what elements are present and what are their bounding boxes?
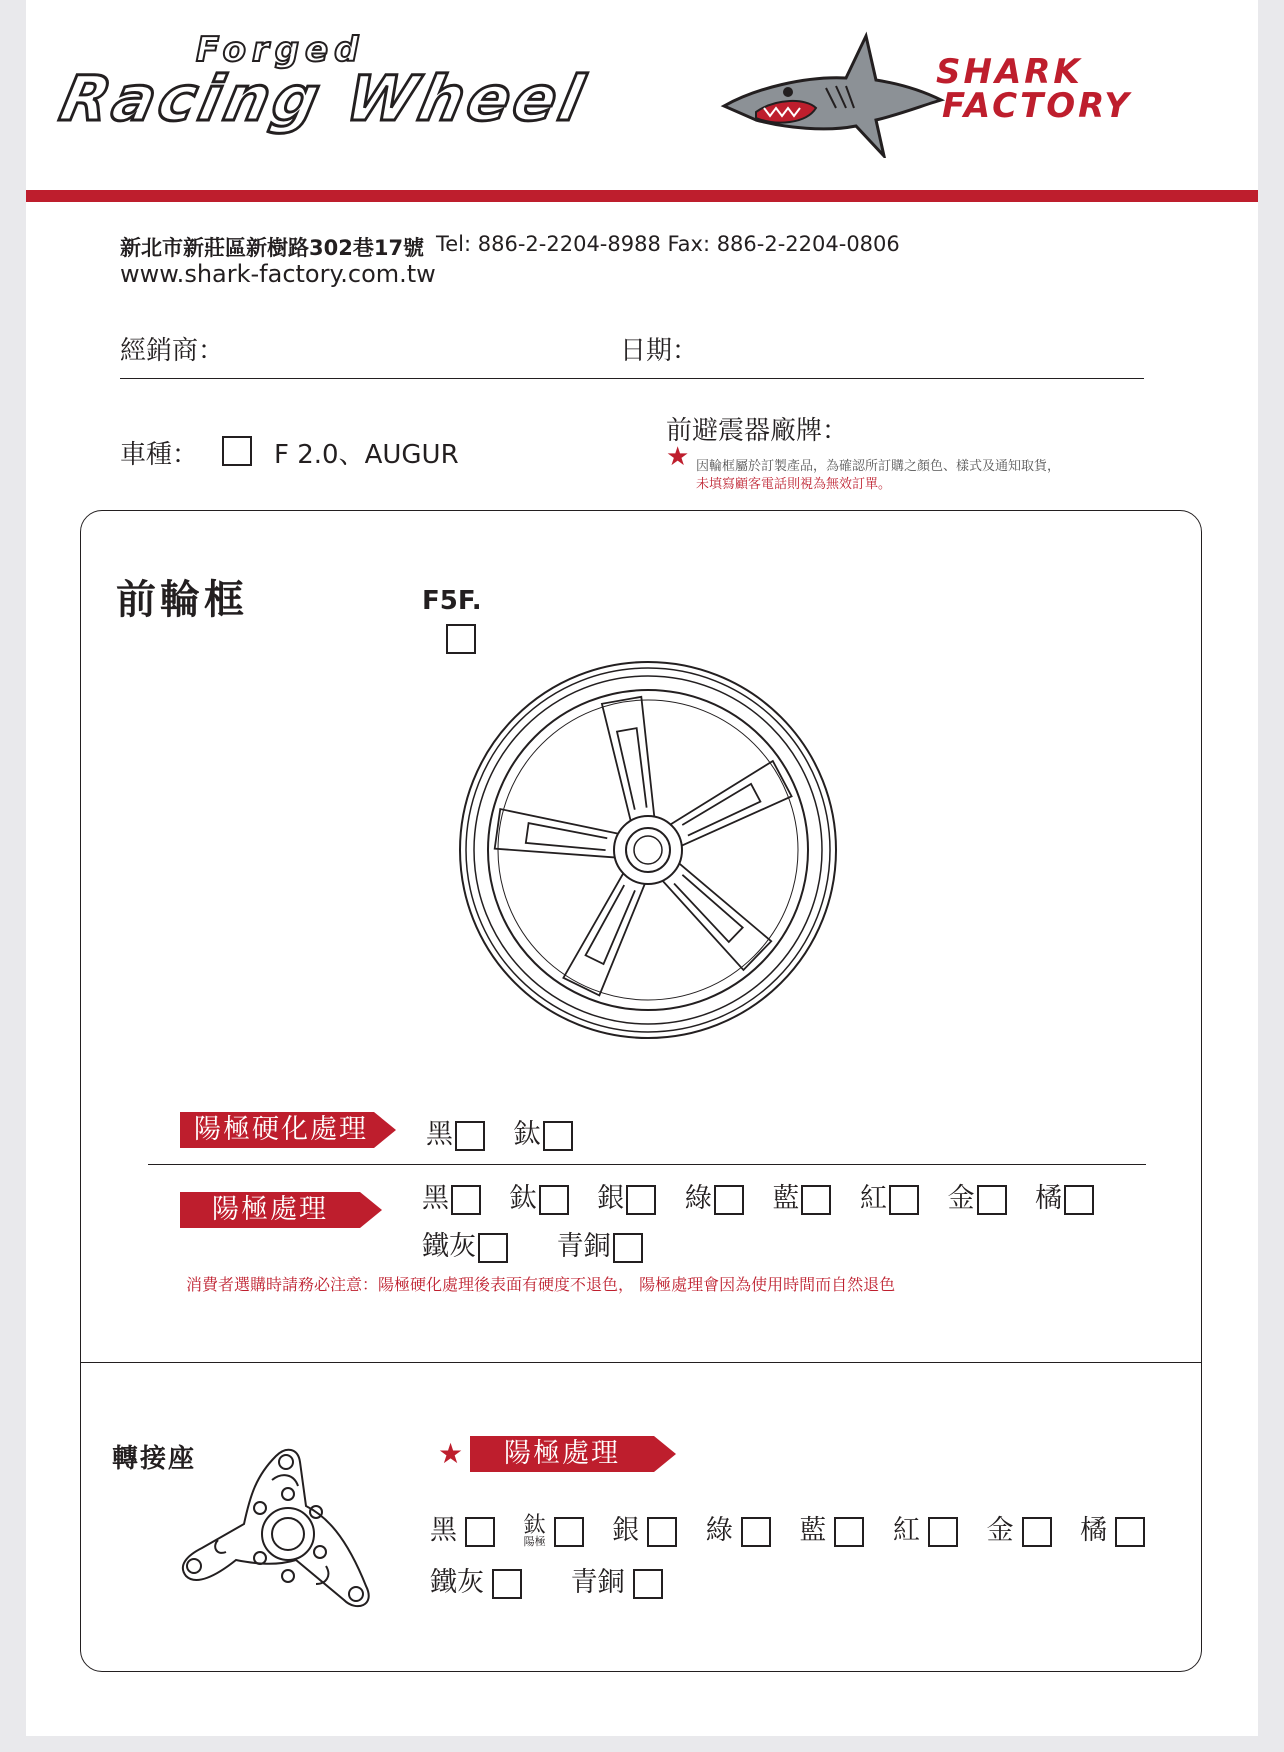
option-checkbox[interactable] (647, 1517, 677, 1547)
adapter-option-gold[interactable] (987, 1508, 1052, 1547)
company-address: 新北市新莊區新樹路302巷17號 (120, 236, 425, 260)
front-wheel-title: 前輪框 (116, 577, 248, 623)
anodize-option-green[interactable] (685, 1176, 744, 1215)
option-checkbox[interactable] (741, 1517, 771, 1547)
order-note-line1: 因輪框屬於訂製產品，為確認所訂購之顏色、樣式及通知取貨， (696, 459, 1061, 474)
option-label: 鈦 (513, 1119, 541, 1150)
order-note (696, 458, 1060, 494)
anodize-divider (148, 1164, 1146, 1165)
option-checkbox[interactable] (977, 1185, 1007, 1215)
option-checkbox[interactable] (478, 1233, 508, 1263)
option-checkbox[interactable] (714, 1185, 744, 1215)
option-label: 黑 (426, 1119, 453, 1150)
option-checkbox[interactable] (539, 1185, 569, 1215)
option-label: 綠 (684, 1183, 712, 1214)
model-label: 車種： (120, 440, 199, 470)
hard-anodize-option-black[interactable] (426, 1112, 485, 1151)
option-checkbox[interactable] (554, 1517, 584, 1547)
anodize-option-blue[interactable] (772, 1176, 831, 1215)
option-checkbox[interactable] (455, 1121, 485, 1151)
adapter-anodize-tag: 陽極處理 (470, 1436, 654, 1472)
option-label: 青銅 (570, 1567, 625, 1598)
option-label-stack (523, 1512, 546, 1548)
option-checkbox[interactable] (465, 1517, 495, 1547)
adapter-options-row1 (430, 1508, 1165, 1548)
option-label: 黑 (430, 1515, 457, 1546)
model-code-checkbox[interactable] (446, 624, 476, 654)
anodize-option-titanium[interactable] (510, 1176, 569, 1215)
hard-anodize-tag: 陽極硬化處理 (180, 1112, 374, 1148)
option-checkbox[interactable] (613, 1233, 643, 1263)
brand-shark: SHARK (936, 52, 1083, 92)
adapter-option-blue[interactable] (799, 1508, 864, 1547)
order-form-page (26, 0, 1258, 1736)
logo-racing-wheel-text: Racing Wheel (54, 62, 594, 135)
shark-mascot-icon (716, 28, 956, 158)
option-label: 紅 (892, 1515, 920, 1546)
option-checkbox[interactable] (928, 1517, 958, 1547)
header-divider (26, 190, 1258, 202)
star-icon: ★ (666, 442, 690, 472)
option-label: 鈦 (509, 1183, 537, 1214)
adapter-option-black[interactable] (430, 1508, 495, 1547)
option-label: 綠 (705, 1515, 733, 1546)
option-checkbox[interactable] (633, 1569, 663, 1599)
option-checkbox[interactable] (543, 1121, 573, 1151)
option-label: 鐵灰 (422, 1231, 476, 1262)
option-checkbox[interactable] (1115, 1517, 1145, 1547)
option-checkbox[interactable] (1064, 1185, 1094, 1215)
dealer-label: 經銷商： (120, 336, 225, 366)
date-label: 日期： (620, 336, 699, 366)
option-checkbox[interactable] (451, 1185, 481, 1215)
adapter-option-orange[interactable] (1080, 1508, 1145, 1547)
anodize-option-iron-gray[interactable] (422, 1224, 508, 1263)
option-label: 黑 (422, 1183, 449, 1214)
adapter-title: 轉接座 (112, 1444, 197, 1474)
model-checkbox[interactable] (222, 436, 252, 466)
adapter-illustration (176, 1436, 396, 1616)
dealer-date-line[interactable] (120, 378, 1144, 379)
anodize-option-orange[interactable] (1035, 1176, 1094, 1215)
adapter-option-bronze[interactable] (571, 1560, 663, 1599)
option-label: 藍 (772, 1183, 800, 1214)
consumer-notice: 消費者選購時請務必注意：陽極硬化處理後表面有硬度不退色， 陽極處理會因為使用時間而自然退色 (186, 1275, 896, 1294)
option-label: 銀 (597, 1183, 625, 1214)
option-checkbox[interactable] (834, 1517, 864, 1547)
anodize-option-red[interactable] (860, 1176, 919, 1215)
company-website: www.shark-factory.com.tw (120, 260, 436, 288)
option-label: 金 (947, 1183, 975, 1214)
front-shock-label: 前避震器廠牌： (666, 416, 849, 446)
option-checkbox[interactable] (626, 1185, 656, 1215)
adapter-option-red[interactable] (893, 1508, 958, 1547)
adapter-options-row2 (430, 1560, 683, 1599)
option-label: 橘 (1035, 1183, 1063, 1214)
brand-factory: FACTORY (942, 86, 1132, 126)
option-checkbox[interactable] (1022, 1517, 1052, 1547)
adapter-option-iron-gray[interactable] (430, 1560, 522, 1599)
anodize-option-bronze[interactable] (557, 1224, 643, 1263)
anodize-option-black[interactable] (422, 1176, 481, 1215)
anodize-options-row1 (422, 1176, 1114, 1215)
option-checkbox[interactable] (889, 1185, 919, 1215)
option-label: 銀 (612, 1515, 640, 1546)
adapter-option-titanium[interactable] (523, 1512, 584, 1548)
option-label: 藍 (799, 1515, 827, 1546)
option-label: 鐵灰 (430, 1567, 484, 1598)
hard-anodize-option-titanium[interactable] (514, 1112, 573, 1151)
hard-anodize-options (426, 1112, 593, 1151)
option-label: 鈦 (523, 1512, 546, 1538)
company-phone-fax: Tel: 886-2-2204-8988 Fax: 886-2-2204-0806 (436, 232, 900, 256)
anodize-option-gold[interactable] (948, 1176, 1007, 1215)
logo-forged-text: Forged (196, 30, 365, 70)
option-label: 金 (986, 1515, 1014, 1546)
option-label: 青銅 (556, 1231, 611, 1262)
star-icon: ★ (438, 1437, 464, 1470)
option-label: 橘 (1080, 1515, 1108, 1546)
option-checkbox[interactable] (492, 1569, 522, 1599)
option-checkbox[interactable] (801, 1185, 831, 1215)
option-label: 紅 (859, 1183, 887, 1214)
anodize-options-row2 (422, 1224, 663, 1263)
anodize-option-silver[interactable] (597, 1176, 656, 1215)
adapter-option-green[interactable] (706, 1508, 771, 1547)
adapter-option-silver[interactable] (612, 1508, 677, 1547)
option-sublabel: 陽極 (523, 1534, 546, 1548)
wheel-illustration (456, 658, 840, 1042)
model-code: F5F. (422, 586, 482, 616)
order-note-line2: 未填寫顧客電話則視為無效訂單。 (696, 477, 892, 492)
section-divider (80, 1362, 1202, 1363)
anodize-tag: 陽極處理 (180, 1192, 360, 1228)
model-option-text: F 2.0、AUGUR (274, 440, 459, 470)
